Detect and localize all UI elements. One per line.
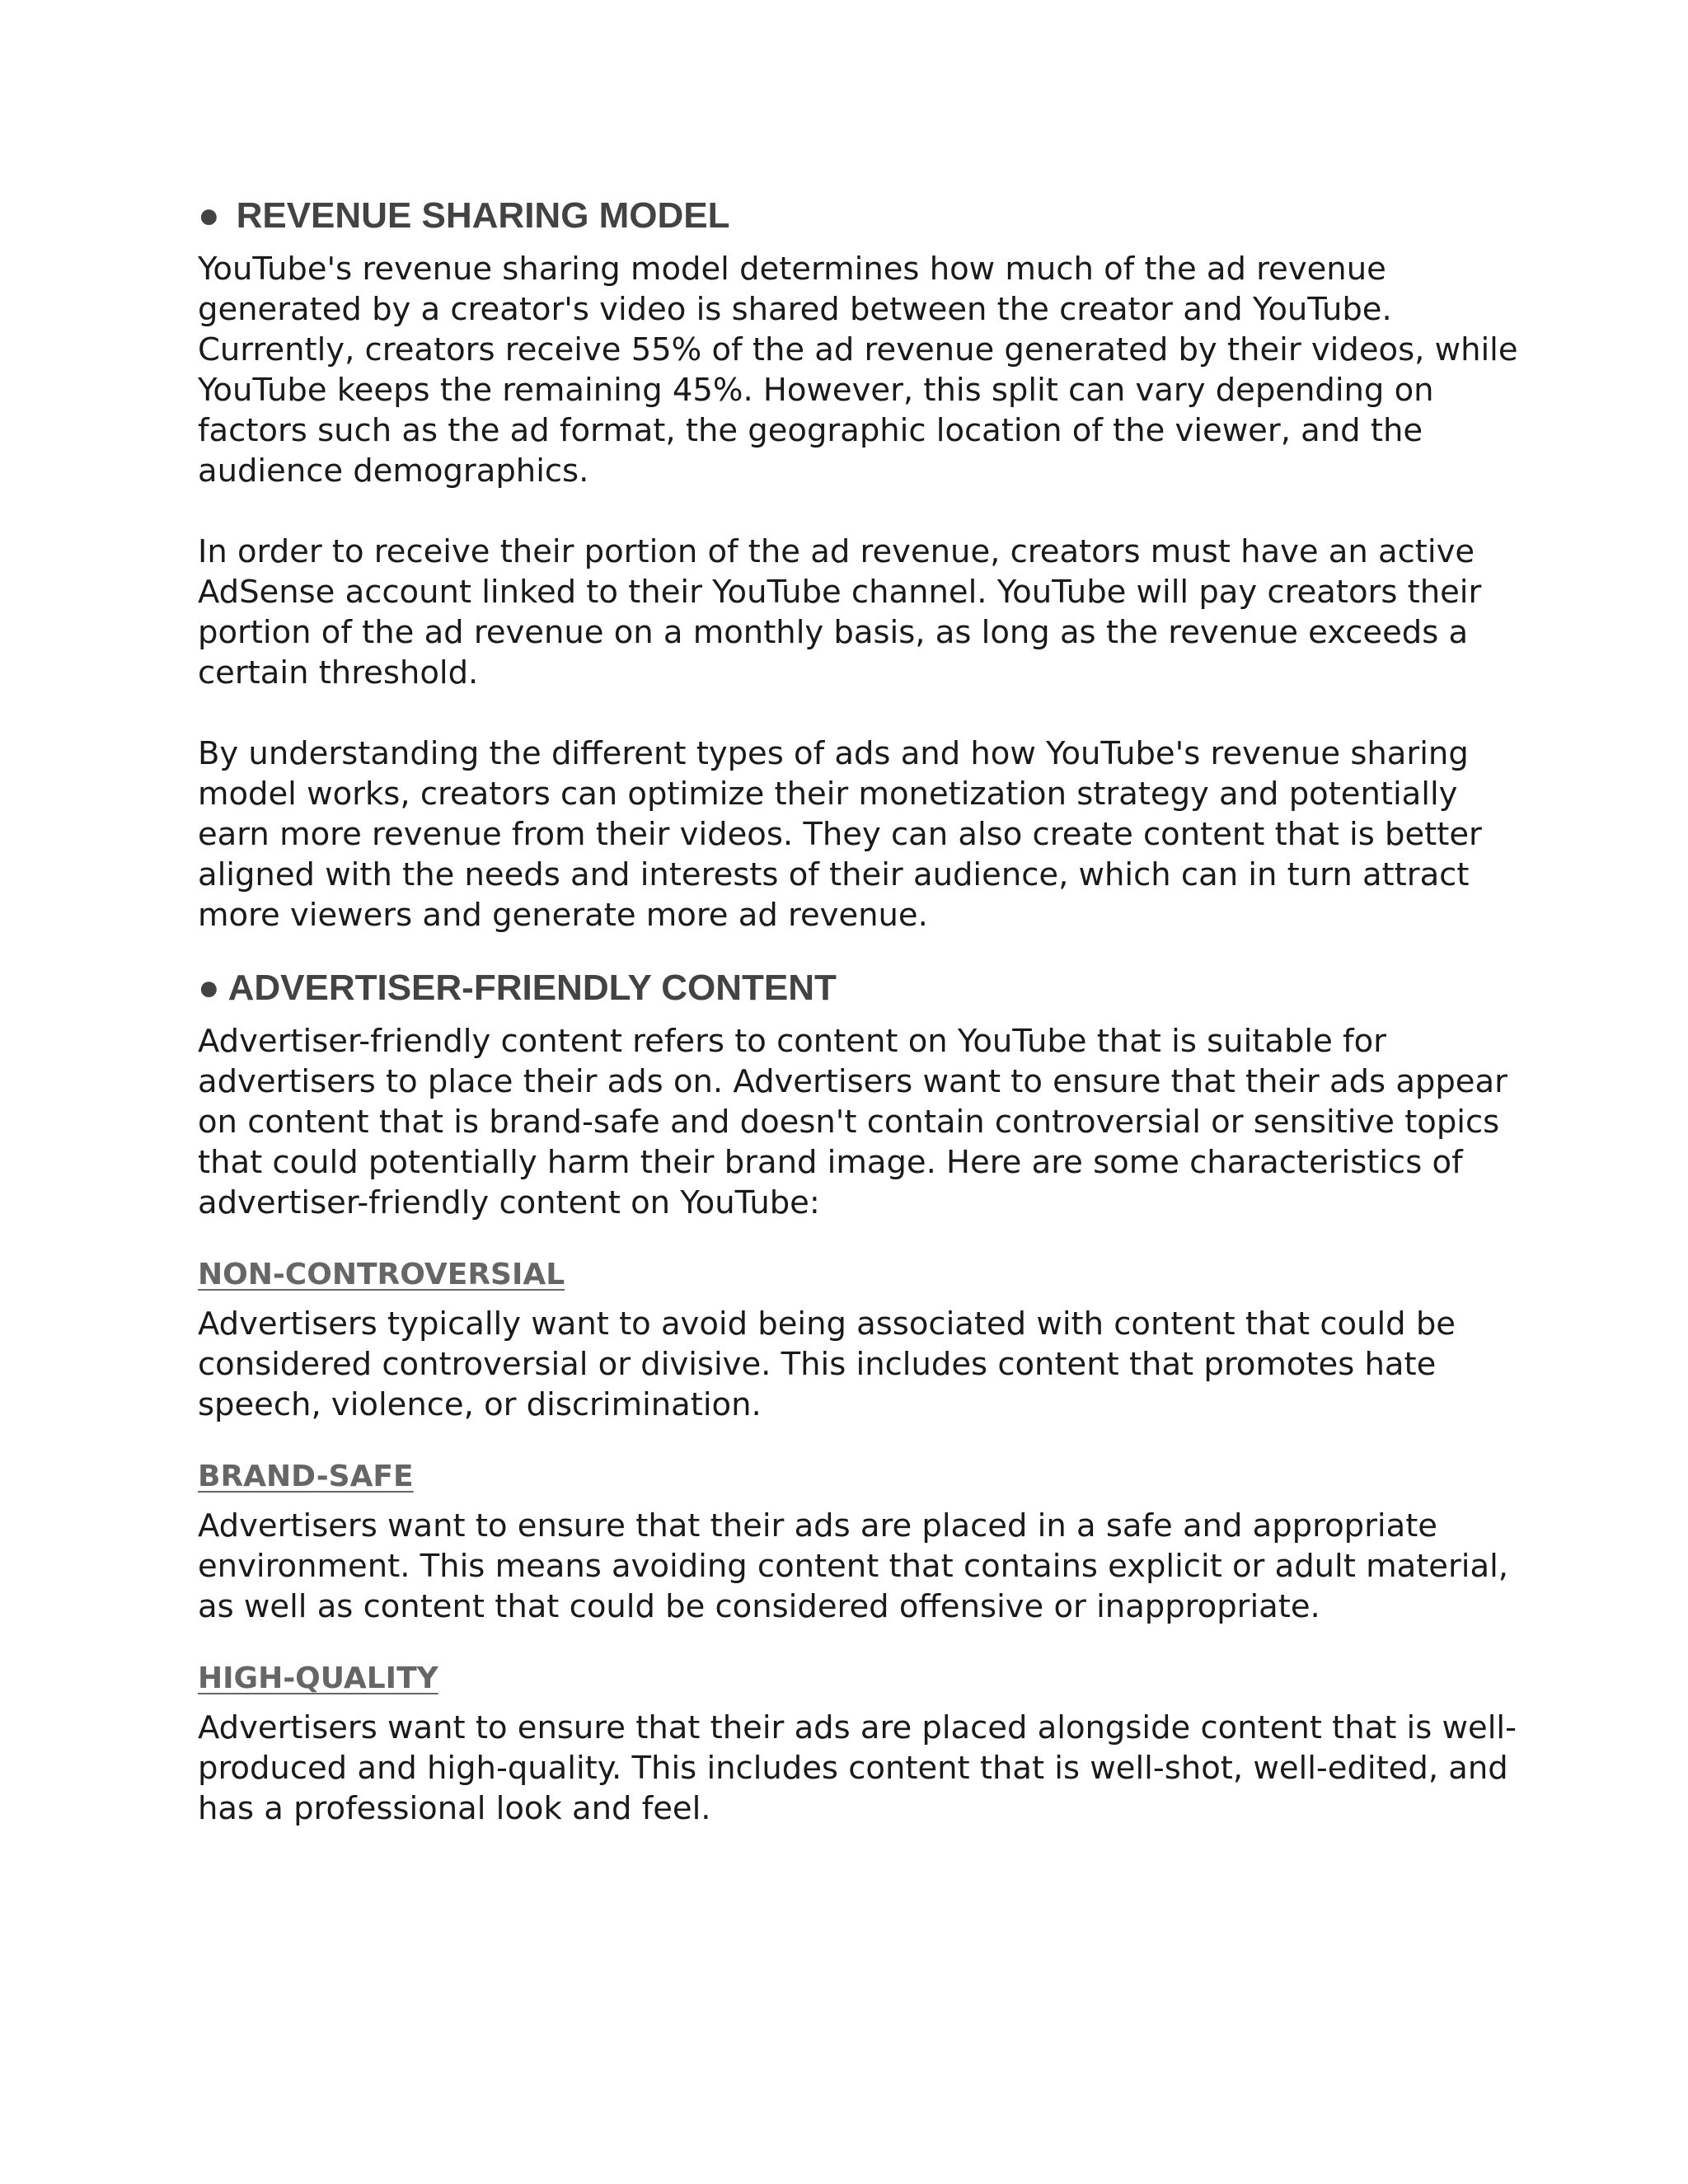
paragraph: Advertisers want to ensure that their ads are placed in a safe and appropriate environment. This means avoiding content that contains explicit or adult material, as well as content that could be considered offensive or inappropriate. xyxy=(198,1507,1509,1625)
subheading-high-quality: HIGH-QUALITY xyxy=(198,1661,438,1695)
paragraph: YouTube's revenue sharing model determines how much of the ad revenue generated by a creator's video is shared between the creator and YouTube. Currently, creators receive 55% of the ad revenue generated by their videos, while YouTube keeps the remaining 45%. However, this split can vary depending on factors such as the ad format, the geographic location of the viewer, and the audience demographics. xyxy=(198,251,1518,490)
bullet-icon: ● xyxy=(198,195,220,236)
section-title: ADVERTISER-FRIENDLY CONTENT xyxy=(227,968,837,1008)
bullet-icon: ● xyxy=(198,968,220,1008)
paragraph: Advertisers want to ensure that their ads are placed alongside content that is well-produced and high-quality. This includes content that is well-shot, well-edited, and has a professional look and feel. xyxy=(198,1709,1517,1827)
subheading-brand-safe: BRAND-SAFE xyxy=(198,1460,414,1493)
subheading-non-controversial: NON-CONTROVERSIAL xyxy=(198,1258,565,1291)
section-title: REVENUE SHARING MODEL xyxy=(236,195,730,236)
section-heading-advertiser-friendly xyxy=(198,967,1533,1010)
document-page xyxy=(198,194,1533,1829)
paragraph: Advertiser-friendly content refers to content on YouTube that is suitable for advertisers to place their ads on. Advertisers want to ensure that their ads appear on content that is brand-safe and doesn't contain controversial or sensitive topics that could potentially harm their brand image. Here are some characteristics of advertiser-friendly content on YouTube: xyxy=(198,1023,1507,1221)
paragraph: Advertisers typically want to avoid being associated with content that could be considered controversial or divisive. This includes content that promotes hate speech, violence, or discrimination. xyxy=(198,1305,1456,1423)
paragraph: By understanding the different types of ads and how YouTube's revenue sharing model works, creators can optimize their monetization strategy and potentially earn more revenue from their videos. They can also create content that is better aligned with the needs and interests of their audience, which can in turn attract more viewers and generate more ad revenue. xyxy=(198,735,1482,934)
section-heading-revenue-sharing xyxy=(198,194,1533,237)
paragraph: In order to receive their portion of the ad revenue, creators must have an active AdSense account linked to their YouTube channel. YouTube will pay creators their portion of the ad revenue on a monthly basis, as long as the revenue exceeds a certain threshold. xyxy=(198,533,1482,691)
